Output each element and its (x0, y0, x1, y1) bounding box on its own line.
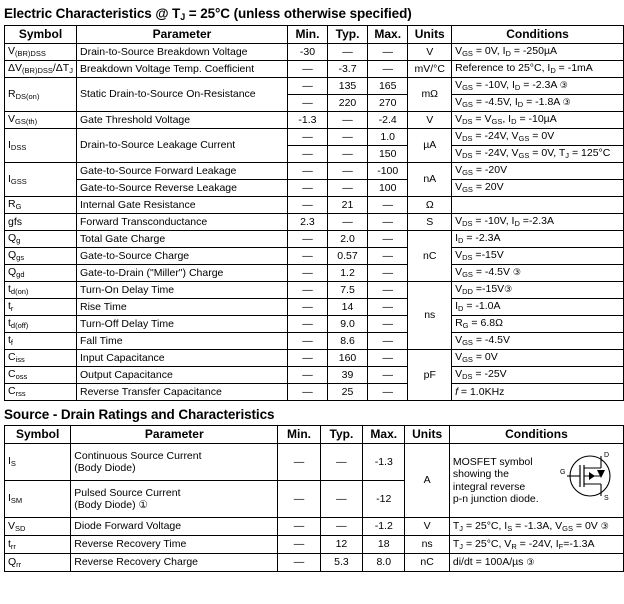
table-row (5, 536, 624, 554)
cell-typ: -3.7 (328, 61, 368, 78)
table-row (5, 350, 624, 367)
cell-min: — (287, 180, 327, 197)
cell-max: — (368, 282, 408, 299)
cell-min: — (287, 265, 327, 282)
svg-text:S: S (604, 495, 609, 502)
table-row (5, 61, 624, 78)
cell-symbol: $t_r$ (5, 299, 77, 316)
cell-symbol: $I_{GSS}$ (5, 163, 77, 197)
cell-units: nC (408, 231, 452, 282)
cell-typ: 220 (328, 95, 368, 112)
cell-units: mΩ (408, 78, 452, 112)
header-parameter: Parameter (71, 426, 278, 444)
cell-parameter (71, 481, 278, 518)
table-row (5, 214, 624, 231)
electric-characteristics-table (4, 25, 624, 401)
cell-symbol: $I_{SM}$ (5, 481, 71, 518)
cell-conditions: $V_{GS} = -10V$, $I_D = -2.3A$ ③ (452, 78, 624, 95)
cell-min: — (287, 299, 327, 316)
cell-min: — (287, 248, 327, 265)
cell-typ: — (328, 180, 368, 197)
svg-text:D: D (604, 452, 610, 459)
header-units: Units (405, 426, 450, 444)
cell-parameter: Internal Gate Resistance (76, 197, 287, 214)
cell-parameter: Drain-to-Source Leakage Current (76, 129, 287, 163)
cell-max: — (368, 248, 408, 265)
header-min: Min. (278, 426, 320, 444)
cell-typ: — (328, 214, 368, 231)
parameter-line-2: (Body Diode) (74, 462, 136, 474)
cell-conditions: di/dt = 100A/µs ③ (449, 554, 623, 572)
mosfet-symbol-icon (559, 448, 617, 507)
svg-text:G: G (560, 469, 566, 476)
table-row (5, 518, 624, 536)
cell-max: -1.2 (363, 518, 405, 536)
parameter-line-1: Pulsed Source Current (74, 486, 181, 499)
cell-max: 150 (368, 146, 408, 163)
cell-symbol: $V_{GS(th)}$ (5, 112, 77, 129)
cell-typ: — (328, 129, 368, 146)
header-symbol: Symbol (5, 426, 71, 444)
cell-parameter: Reverse Recovery Charge (71, 554, 278, 572)
cell-max: — (368, 367, 408, 384)
cell-conditions: $V_{GS} = -20V$ (452, 163, 624, 180)
cell-typ: — (320, 518, 362, 536)
cell-min: — (278, 481, 320, 518)
table-row (5, 197, 624, 214)
cell-symbol: $V_{(BR)DSS}$ (5, 44, 77, 61)
cell-parameter: Static Drain-to-Source On-Resistance (76, 78, 287, 112)
cell-units: A (405, 444, 450, 518)
cell-conditions: $V_{GS} = 20V$ (452, 180, 624, 197)
cell-typ: 21 (328, 197, 368, 214)
cell-typ: 2.0 (328, 231, 368, 248)
cell-min: — (287, 129, 327, 146)
table-row (5, 282, 624, 299)
cell-conditions: $V_{DS} =-15V$ (452, 248, 624, 265)
cell-symbol: $R_G$ (5, 197, 77, 214)
cell-conditions: $V_{GS} = -4.5V$, $I_D = -1.8A$ ③ (452, 95, 624, 112)
cell-conditions: $I_D = -1.0A$ (452, 299, 624, 316)
cell-min: — (287, 367, 327, 384)
cell-typ: 14 (328, 299, 368, 316)
cell-parameter: Turn-Off Delay Time (76, 316, 287, 333)
cell-symbol: $t_{rr}$ (5, 536, 71, 554)
cell-units: V (408, 112, 452, 129)
cell-max: — (368, 265, 408, 282)
cell-parameter: Gate-to-Source Forward Leakage (76, 163, 287, 180)
header-typ: Typ. (320, 426, 362, 444)
cell-units: ns (405, 536, 450, 554)
cell-parameter: Gate-to-Source Charge (76, 248, 287, 265)
cell-min: — (287, 163, 327, 180)
cell-typ: — (320, 481, 362, 518)
cell-typ: 5.3 (320, 554, 362, 572)
cell-conditions: $V_{GS} = -4.5V$ ③ (452, 265, 624, 282)
conditions-line-3: integral reverse (452, 480, 526, 493)
cell-min: — (287, 350, 327, 367)
cell-max: — (368, 299, 408, 316)
cell-symbol: $I_S$ (5, 444, 71, 481)
cell-conditions: $V_{DD}$ =-15V③ (452, 282, 624, 299)
cell-max: 270 (368, 95, 408, 112)
conditions-line-1: MOSFET symbol (452, 456, 533, 469)
table-row (5, 316, 624, 333)
header-symbol: Symbol (5, 26, 77, 44)
cell-symbol: $\Delta V_{(BR)DSS}/\Delta T_J$ (5, 61, 77, 78)
cell-conditions: $V_{GS} = 0V$, $I_D = -250\mu A$ (452, 44, 624, 61)
table-row (5, 299, 624, 316)
cell-units: Ω (408, 197, 452, 214)
table-row (5, 163, 624, 180)
source-drain-ratings-title: Source - Drain Ratings and Characteristics (4, 407, 275, 422)
table-row (5, 129, 624, 146)
table-row (5, 265, 624, 282)
cell-conditions: $R_G = 6.8\Omega$ (452, 316, 624, 333)
cell-symbol: $C_{oss}$ (5, 367, 77, 384)
table-row (5, 112, 624, 129)
cell-conditions: $V_{GS} = 0V$ (452, 350, 624, 367)
cell-min: — (287, 333, 327, 350)
cell-parameter: Gate-to-Drain ("Miller") Charge (76, 265, 287, 282)
cell-parameter (71, 444, 278, 481)
cell-typ: — (328, 112, 368, 129)
cell-min: — (278, 518, 320, 536)
cell-min: — (287, 384, 327, 401)
cell-parameter: Drain-to-Source Breakdown Voltage (76, 44, 287, 61)
header-units: Units (408, 26, 452, 44)
header-conditions: Conditions (449, 426, 623, 444)
table-row (5, 180, 624, 197)
cell-symbol: $R_{DS(on)}$ (5, 78, 77, 112)
cell-max: -12 (363, 481, 405, 518)
cell-typ: — (328, 44, 368, 61)
table-row (5, 44, 624, 61)
cell-min: 2.3 (287, 214, 327, 231)
cell-max: — (368, 61, 408, 78)
cell-symbol: $t_f$ (5, 333, 77, 350)
cell-symbol: $C_{iss}$ (5, 350, 77, 367)
cell-max: 1.0 (368, 129, 408, 146)
cell-typ: — (320, 444, 362, 481)
cell-units: V (405, 518, 450, 536)
cell-symbol: $Q_g$ (5, 231, 77, 248)
parameter-line-2: (Body Diode) ① (74, 499, 148, 511)
cell-conditions: $V_{DS} = -24V$, $V_{GS} = 0V$ (452, 129, 624, 146)
cell-parameter: Gate Threshold Voltage (76, 112, 287, 129)
cell-min: — (287, 61, 327, 78)
cell-typ: 8.6 (328, 333, 368, 350)
table-row (5, 231, 624, 248)
cell-units: S (408, 214, 452, 231)
cell-typ: 25 (328, 384, 368, 401)
cell-typ: 12 (320, 536, 362, 554)
cell-symbol: $V_{SD}$ (5, 518, 71, 536)
cell-max: — (368, 333, 408, 350)
cell-typ: 39 (328, 367, 368, 384)
cell-parameter: Forward Transconductance (76, 214, 287, 231)
conditions-line-4: p-n junction diode. (452, 492, 539, 505)
cell-parameter: Input Capacitance (76, 350, 287, 367)
cell-conditions: $V_{DS} = -25V$ (452, 367, 624, 384)
table-header-row (5, 26, 624, 44)
cell-max: 165 (368, 78, 408, 95)
cell-max: -100 (368, 163, 408, 180)
cell-min: — (278, 536, 320, 554)
header-conditions: Conditions (452, 26, 624, 44)
table-row (5, 384, 624, 401)
cell-parameter: Output Capacitance (76, 367, 287, 384)
conditions-line-2: showing the (452, 468, 509, 481)
cell-max: — (368, 350, 408, 367)
cell-typ: 135 (328, 78, 368, 95)
table-row (5, 444, 624, 481)
cell-min: — (287, 197, 327, 214)
cell-parameter: Fall Time (76, 333, 287, 350)
cell-conditions (452, 197, 624, 214)
cell-max: 8.0 (363, 554, 405, 572)
table-row (5, 554, 624, 572)
cell-max: — (368, 214, 408, 231)
cell-typ: — (328, 163, 368, 180)
cell-max: — (368, 231, 408, 248)
cell-parameter: Total Gate Charge (76, 231, 287, 248)
table-row (5, 367, 624, 384)
source-drain-table (4, 425, 624, 572)
cell-max: -1.3 (363, 444, 405, 481)
cell-conditions: $T_J = 25^\circ C$, $V_R = -24V$, $I_F=-1.3A$ (449, 536, 623, 554)
table-row (5, 78, 624, 95)
cell-conditions: Reference to 25°C, $I_D = -1mA$ (452, 61, 624, 78)
header-typ: Typ. (328, 26, 368, 44)
cell-min: -1.3 (287, 112, 327, 129)
cell-symbol: $I_{DSS}$ (5, 129, 77, 163)
cell-max: — (368, 316, 408, 333)
cell-typ: — (328, 146, 368, 163)
cell-typ: 0.57 (328, 248, 368, 265)
cell-min: — (287, 316, 327, 333)
cell-parameter: Diode Forward Voltage (71, 518, 278, 536)
parameter-line-1: Continuous Source Current (74, 449, 202, 462)
cell-typ: 1.2 (328, 265, 368, 282)
cell-min: — (278, 444, 320, 481)
cell-min: -30 (287, 44, 327, 61)
cell-units: µA (408, 129, 452, 163)
cell-typ: 7.5 (328, 282, 368, 299)
cell-typ: 160 (328, 350, 368, 367)
header-parameter: Parameter (76, 26, 287, 44)
cell-symbol: $Q_{rr}$ (5, 554, 71, 572)
cell-conditions: $V_{DS} = V_{GS}$, $I_D = -10\mu A$ (452, 112, 624, 129)
table-header-row (5, 426, 624, 444)
table-row (5, 248, 624, 265)
cell-conditions: $T_J = 25^\circ C$, $I_S = -1.3A$, $V_{GS} = 0V$ ③ (449, 518, 623, 536)
cell-min: — (287, 78, 327, 95)
header-max: Max. (368, 26, 408, 44)
cell-conditions: $V_{DS} = -24V$, $V_{GS} = 0V$, $T_J = 125^\circ C$ (452, 146, 624, 163)
header-min: Min. (287, 26, 327, 44)
cell-min: — (287, 95, 327, 112)
cell-units: mV/°C (408, 61, 452, 78)
cell-conditions: $I_D = -2.3A$ (452, 231, 624, 248)
cell-symbol: $t_{d(on)}$ (5, 282, 77, 299)
cell-conditions: $V_{GS} = -4.5V$ (452, 333, 624, 350)
cell-max: 18 (363, 536, 405, 554)
cell-units: nC (405, 554, 450, 572)
cell-symbol: $C_{rss}$ (5, 384, 77, 401)
cell-conditions: f = 1.0KHz (452, 384, 624, 401)
cell-parameter: Reverse Transfer Capacitance (76, 384, 287, 401)
cell-conditions: $V_{DS} = -10V$, $I_D =-2.3A$ (452, 214, 624, 231)
datasheet-page (0, 6, 624, 604)
cell-max: -2.4 (368, 112, 408, 129)
cell-typ: 9.0 (328, 316, 368, 333)
cell-min: — (287, 282, 327, 299)
cell-symbol: gfs (5, 214, 77, 231)
cell-units: nA (408, 163, 452, 197)
cell-parameter: Gate-to-Source Reverse Leakage (76, 180, 287, 197)
cell-parameter: Reverse Recovery Time (71, 536, 278, 554)
cell-symbol: $Q_{gd}$ (5, 265, 77, 282)
cell-max: — (368, 44, 408, 61)
cell-parameter: Rise Time (76, 299, 287, 316)
cell-units: ns (408, 282, 452, 350)
cell-max: — (368, 197, 408, 214)
header-max: Max. (363, 426, 405, 444)
cell-min: — (278, 554, 320, 572)
cell-units: V (408, 44, 452, 61)
electric-characteristics-title: Electric Characteristics @ $T_J = 25^\circ C$ (unless otherwise specified) (4, 6, 412, 22)
cell-max: — (368, 384, 408, 401)
cell-parameter: Breakdown Voltage Temp. Coefficient (76, 61, 287, 78)
cell-units: pF (408, 350, 452, 401)
cell-symbol: $Q_{gs}$ (5, 248, 77, 265)
cell-min: — (287, 231, 327, 248)
cell-max: 100 (368, 180, 408, 197)
cell-conditions-with-symbol (449, 444, 623, 518)
table-row (5, 333, 624, 350)
cell-symbol: $t_{d(off)}$ (5, 316, 77, 333)
cell-min: — (287, 146, 327, 163)
cell-parameter: Turn-On Delay Time (76, 282, 287, 299)
